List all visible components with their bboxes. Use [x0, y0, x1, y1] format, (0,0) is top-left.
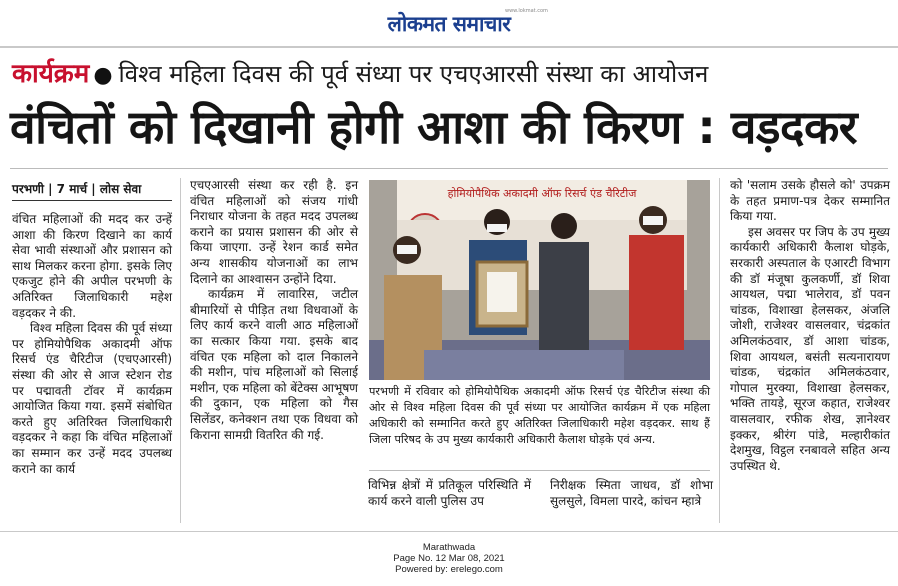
kicker-tag: कार्यक्रम — [12, 59, 90, 89]
col4-paragraph-2: इस अवसर पर जिप के उप मुख्य कार्यकारी अधिकारी कैलाश घोड़के, सरकारी अस्पताल के एआरटी विभाग की डॉ मंजूषा कुलकर्णी, डॉ शिवा आयथल, पद्मा भालेराव, डॉ पवन चांडक, विशाखा हेलसकर, अंजलि जोशी, राजेश्वर वासलवार, चंद्रकांत अमिलकंठवार, डॉ आशा चांडक, शिवा आयथल, बसंती सत्यनारायण चांडक, चंद्रकांत अमिलकंठवार, गोपाल मुरक्या, विशाखा हेलसकर, भक्ति तायड़े, सूरज कहात, राजेश्वर वासलवार, रफीक शेख, ज्ञानेश्वर इक्कर, श्रीरंग पांडे, मल्हारीकांत देशमुख, विट्ठल रनबावले सहित अन्य उपस्थित थे. — [730, 224, 890, 473]
col2-paragraph-2: कार्यक्रम में लावारिस, जटील बीमारियों से पीड़ित तथा विधवाओं के लिए कार्य करने वाली आठ महिलाओं का सत्कार किया गया. इसके बाद वंचित एक महिला को दाल निकालने की मशीन, पांच महिलाओं को सिलाई मशीन, एक महिला को बेंटेक्स आभूषण की दुकान, एक महिला को गैस सिलेंडर, कनेक्शन तथा एक विधवा को किराना सामग्री वितरित की गई. — [190, 287, 358, 442]
column-divider — [180, 178, 181, 523]
top-rule — [0, 46, 898, 48]
newspaper-logo: लोकमत समाचार — [387, 12, 511, 36]
masthead — [0, 6, 898, 42]
col1-paragraph-2: विश्व महिला दिवस की पूर्व संध्या पर होमियोपैथिक अकादमी ऑफ रिसर्च एंड चैरिटीज (एचएआरसी) संस्था की ओर से आज स्टेशन रोड पर पद्मावती टॉवर में कार्यक्रम आयोजित किया गया. इसमें संबोधित करते हुए अतिरिक्त जिलाधिकारी वड़दकर ने कहा कि वंचित महिलाओं का सम्मान कर उन्हें मदद उपलब्ध कराने का कार्य — [12, 321, 172, 476]
article-column-3a: विभिन्न क्षेत्रों में प्रतिकूल परिस्थिति में कार्य करने वाली पुलिस उप — [368, 478, 531, 508]
col1-paragraph-1: वंचित महिलाओं की मदद कर उन्हें आशा की किरण दिखाने का कार्य सेवा भावी संस्थाओं और प्रशासन को साथ मिलकर करना होगा. इसके लिए एकजुट होने की अपील परभणी के अतिरिक्त जिलाधिकारी महेश वड़दकर ने की. — [12, 212, 172, 320]
event-photo-illustration — [369, 180, 710, 380]
photo-caption: परभणी में रविवार को होमियोपैथिक अकादमी ऑफ रिसर्च एंड चैरिटीज संस्था की ओर से विश्व महिला दिवस की पूर्व संध्या पर आयोजित कार्यक्रम में एक महिला अधिकारी को सम्मानित करते हुए अतिरिक्त जिलाधिकारी महेश वड़दकर. साथ हैं जिला परिषद के उप मुख्य कार्यकारी अधिकारी कैलाश घोड़के एवं अन्य. — [369, 385, 710, 446]
column-divider — [719, 178, 720, 523]
dateline: परभणी | 7 मार्च | लोस सेवा — [12, 180, 172, 201]
footer-page-date: Page No. 12 Mar 08, 2021 — [393, 553, 505, 564]
headline: वंचितों को दिखानी होगी आशा की किरण : वड़दकर — [10, 100, 858, 154]
article-column-4 — [730, 178, 890, 474]
photo-banner-text: होमियोपैथिक अकादमी ऑफ रिसर्च एंड चैरिटीज — [447, 187, 637, 200]
headline-rule — [10, 168, 888, 169]
article-column-1 — [12, 212, 172, 477]
kicker-line — [12, 54, 708, 88]
article-column-2 — [190, 178, 358, 443]
kicker-text: विश्व महिला दिवस की पूर्व संध्या पर एचएआरसी संस्था का आयोजन — [118, 60, 709, 88]
page-footer — [0, 531, 898, 586]
footer-powered-by: Powered by: erelego.com — [395, 564, 503, 575]
masthead-url: www.lokmat.com — [505, 8, 548, 14]
footer-edition: Marathwada — [422, 542, 476, 553]
kicker-bullet: ● — [93, 63, 113, 88]
col4-paragraph-1: को 'सलाम उसके हौसले को' उपक्रम के तहत प्रमाण-पत्र देकर सम्मानित किया गया. — [730, 178, 890, 224]
col2-paragraph-1: एचएआरसी संस्था कर रही है. इन वंचित महिलाओं को संजय गांधी निराधार योजना के तहत मदद उपलब्ध कराने का प्रयास प्रशासन की ओर से किया जाएगा. उन्हें रेशन कार्ड समेत अन्य शासकीय योजनाओं का लाभ दिलाने का आश्वासन उन्होंने दिया. — [190, 178, 358, 286]
event-photo — [369, 180, 710, 380]
caption-rule — [369, 470, 710, 471]
article-column-3b: निरीक्षक स्मिता जाधव, डॉ शोभा सुलसुले, विमला पारदे, कांचन म्हात्रे — [550, 478, 713, 508]
